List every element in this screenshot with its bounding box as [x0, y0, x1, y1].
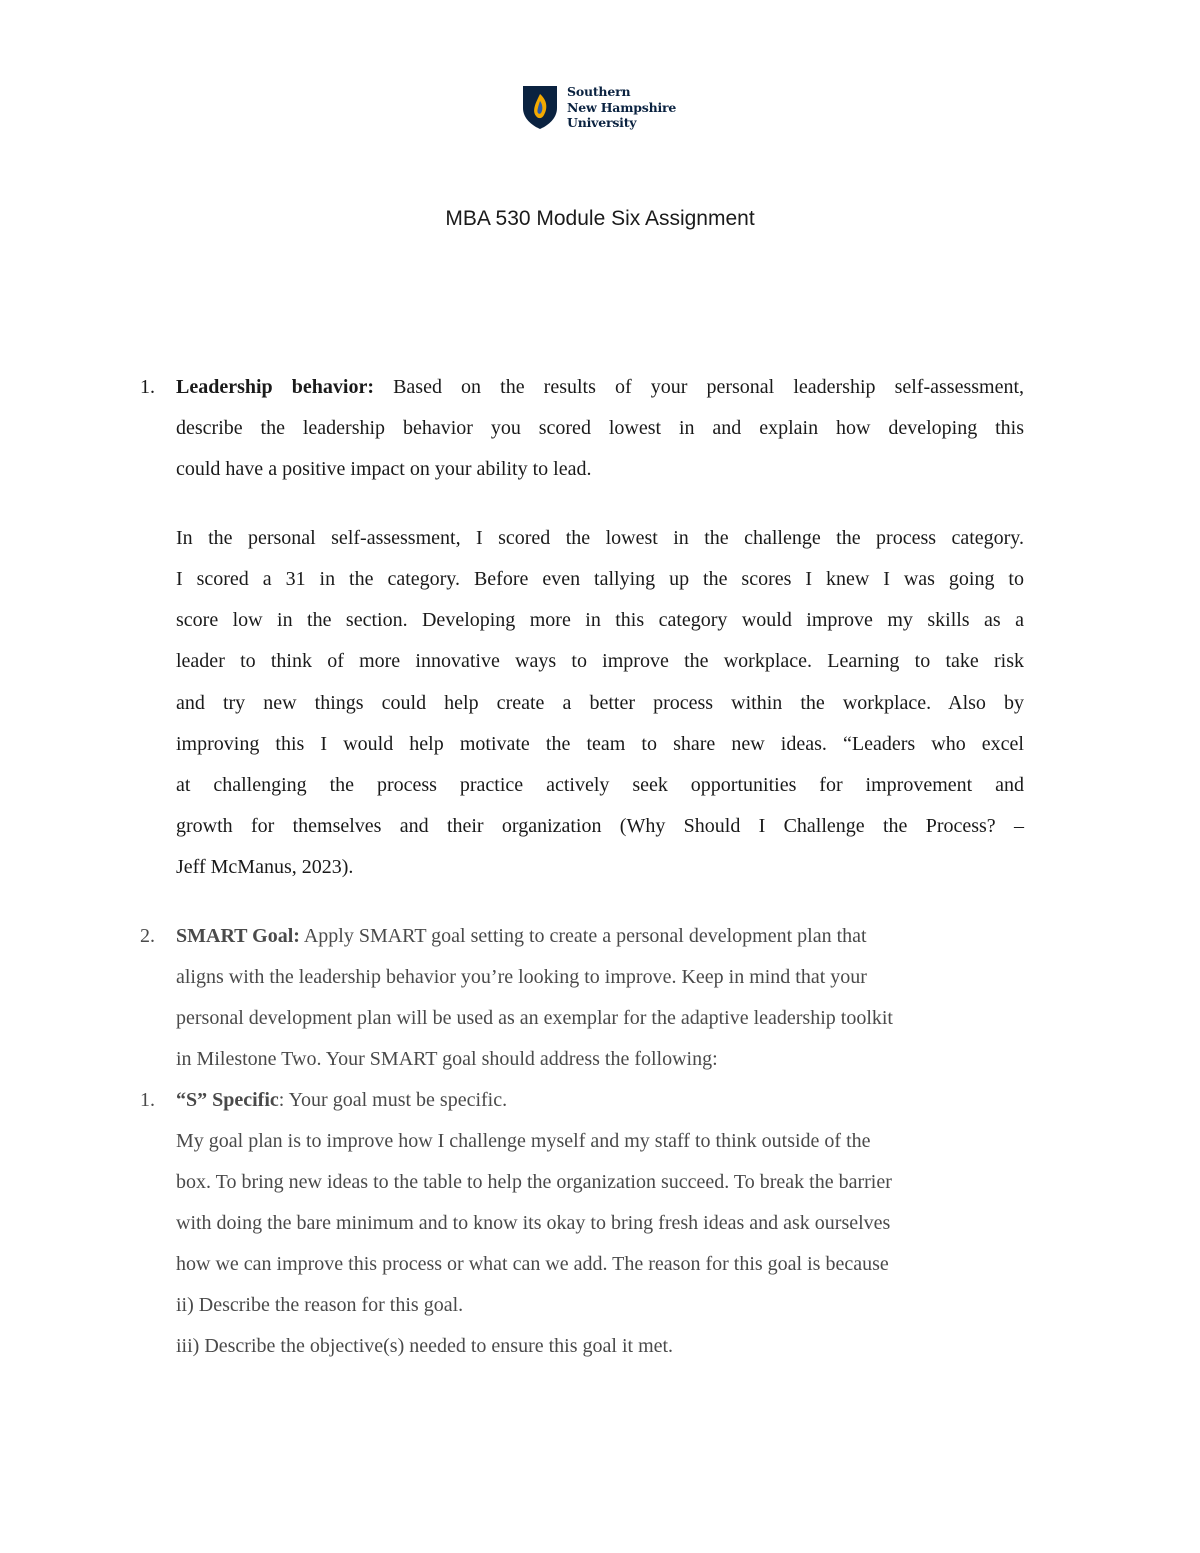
item-2-number: 2.: [140, 925, 155, 947]
item-1-answer-line: growth for themselves and their organization (Why Should I Challenge the Process? –: [176, 815, 1024, 837]
sub-item-answer-line: how we can improve this process or what can we add. The reason for this goal is because: [176, 1253, 889, 1275]
document-title: MBA 530 Module Six Assignment: [445, 207, 755, 230]
item-1-answer-line: and try new things could help create a better process within the workplace. Also by: [176, 692, 1024, 714]
logo-line-1: Southern: [567, 84, 631, 99]
sub-item-number: 1.: [140, 1089, 155, 1111]
sub-item-followup-line: ii) Describe the reason for this goal.: [176, 1294, 464, 1316]
shield-flame-icon: [521, 84, 561, 130]
sub-item-answer-line: box. To bring new ideas to the table to help the organization succeed. To break the barrier: [176, 1171, 892, 1193]
item-1-answer-line: Jeff McManus, 2023).: [176, 856, 354, 878]
sub-item-followup-line: iii) Describe the objective(s) needed to ensure this goal it met.: [176, 1335, 674, 1357]
item-1-number: 1.: [140, 376, 155, 398]
sub-item-specific-line: [176, 1088, 1024, 1112]
logo-line-3: University: [567, 115, 637, 130]
item-1-prompt-text: Based on the results of your personal leadership self-assessment,: [374, 376, 1025, 398]
item-1-prompt-line: could have a positive impact on your ability to lead.: [176, 458, 592, 480]
sub-item-answer-line: with doing the bare minimum and to know its okay to bring fresh ideas and ask ourselves: [176, 1212, 891, 1234]
item-2-prompt-line: personal development plan will be used as an exemplar for the adaptive leadership toolkit: [176, 1007, 893, 1029]
item-2-prompt-line: in Milestone Two. Your SMART goal should address the following:: [176, 1048, 718, 1070]
item-1-answer-line: leader to think of more innovative ways to improve the workplace. Learning to take risk: [176, 650, 1024, 672]
item-1-answer-line: improving this I would help motivate the team to share new ideas. “Leaders who excel: [176, 733, 1024, 755]
item-2-prompt-line: [176, 924, 1024, 948]
item-1-prompt-line: [176, 375, 1024, 399]
sub-item-label: “S” Specific: [176, 1089, 279, 1111]
item-2-label: SMART Goal:: [176, 925, 300, 947]
item-1-answer-line: I scored a 31 in the category. Before even tallying up the scores I knew I was going to: [176, 568, 1024, 590]
logo-wordmark: [567, 84, 676, 131]
item-1-answer-line: score low in the section. Developing more in this category would improve my skills as a: [176, 609, 1024, 631]
item-1-answer-line: at challenging the process practice actively seek opportunities for improvement and: [176, 774, 1024, 796]
item-1-answer-line: In the personal self-assessment, I scored the lowest in the challenge the process category.: [176, 527, 1024, 549]
university-logo: [521, 84, 691, 132]
item-2-prompt-text: Apply SMART goal setting to create a personal development plan that: [299, 925, 867, 947]
item-1-label: Leadership behavior:: [176, 376, 374, 398]
item-1-prompt-line: describe the leadership behavior you scored lowest in and explain how developing this: [176, 417, 1024, 439]
sub-item-rest: : Your goal must be specific.: [278, 1089, 508, 1111]
logo-line-2: New Hampshire: [567, 99, 677, 115]
sub-item-answer-line: My goal plan is to improve how I challenge myself and my staff to think outside of the: [176, 1130, 871, 1152]
item-2-prompt-line: aligns with the leadership behavior you’re looking to improve. Keep in mind that your: [176, 966, 867, 988]
